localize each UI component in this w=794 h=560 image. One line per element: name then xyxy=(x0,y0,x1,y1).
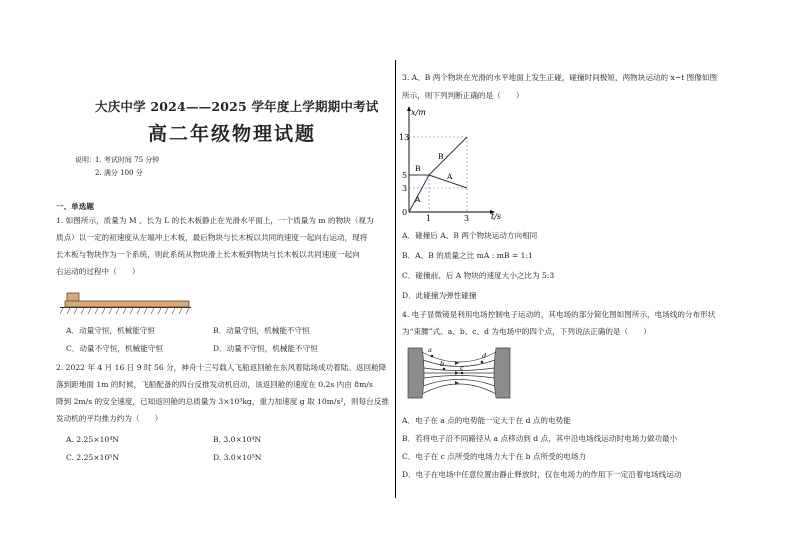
xt-graph xyxy=(397,105,507,222)
point-b-label: b xyxy=(440,360,445,368)
y-tick: 5 xyxy=(402,171,408,180)
q2-line: 落到距地面 1m 的时候，飞船配备的四台反推发动机启动，该返回舱的速度在 0.2s 内由 8m/s xyxy=(56,380,373,389)
label-b-after: B xyxy=(438,152,444,161)
q1-line: 1. 如图所示，质量为 M 、长为 L 的长木板静止在光滑水平面上，一个质量为 m 的物块（视为 xyxy=(56,216,374,225)
q4-line: 为“束腰”式。a、b、c、d 为电场中的四个点，下列说法正确的是（ ） xyxy=(402,327,651,336)
x-tick: 3 xyxy=(464,214,470,222)
point-d-label: d xyxy=(482,352,487,360)
board-block-figure xyxy=(60,288,192,316)
electric-field-figure xyxy=(404,342,514,404)
q2-line: 降到 2m/s 的安全速度，已知返回舱的总质量为 3×10³kg，重力加速度 g 取 10m/s²，则每台反推 xyxy=(56,397,389,406)
left-electrode xyxy=(408,348,424,398)
column-divider xyxy=(395,60,396,498)
q2-line: 发动机的平均推力约为（ ） xyxy=(56,414,163,423)
q2-option-b[interactable]: B. 3.0×10⁴N xyxy=(213,435,262,444)
q3-option-d[interactable]: D．此碰撞为弹性碰撞 xyxy=(402,291,477,300)
board xyxy=(65,301,189,307)
q3-option-b[interactable]: B．A、B 的质量之比 mA : mB = 1:1 xyxy=(402,251,533,260)
exam-title: 高二年级物理试题 xyxy=(148,123,317,145)
note-item: 2. 满分 100 分 xyxy=(95,169,143,177)
label-b-before: B xyxy=(415,164,421,173)
q4-line: 4. 电子显微镜是利用电场控制电子运动的，其电场的部分简化图如图所示，电场线的分布形状 xyxy=(402,310,716,319)
school-title: 大庆中学 2024——2025 学年度上学期期中考试 xyxy=(95,99,379,114)
q1-line: 长木板与物块作为一个系统，则此系统从物块滑上长木板到物块与长木板以共同速度一起向 xyxy=(56,250,360,259)
q2-option-a[interactable]: A. 2.25×10⁴N xyxy=(66,435,119,444)
q1-option-a[interactable]: A．动量守恒，机械能守恒 xyxy=(66,326,156,335)
q4-option-d[interactable]: D．电子在电场中任意位置由静止释放时，仅在电场力的作用下一定沿着电场线运动 xyxy=(402,470,682,479)
y-tick: 3 xyxy=(402,184,408,193)
y-tick: 0 xyxy=(402,208,408,217)
q1-line: 右运动的过程中（ ） xyxy=(56,267,140,276)
x-tick: 1 xyxy=(426,214,432,222)
line-a-before xyxy=(409,175,429,212)
point-a-label: a xyxy=(428,346,432,354)
note-item: 1. 考试时间 75 分钟 xyxy=(95,156,160,164)
q4-option-b[interactable]: B．若将电子沿不同路径从 a 点移动到 d 点，其中沿电场线运动时电场力做功最小 xyxy=(402,434,678,443)
line-b-after xyxy=(429,137,467,175)
q2-line: 2. 2022 年 4 月 16 日 9 时 56 分，神舟十三号载人飞船返回舱在东风着陆场成功着陆。返回舱降 xyxy=(56,363,387,372)
q1-option-d[interactable]: D．动量不守恒，机械能不守恒 xyxy=(213,344,318,353)
q1-option-b[interactable]: B．动量守恒，机械能不守恒 xyxy=(213,326,310,335)
label-a-before: A xyxy=(415,195,421,204)
q4-option-c[interactable]: C．电子在 c 点所受的电场力大于在 b 点所受的电场力 xyxy=(402,452,587,461)
right-electrode xyxy=(494,348,510,398)
q2-option-c[interactable]: C. 2.25×10⁵N xyxy=(66,453,119,462)
q4-option-a[interactable]: A．电子在 a 点的电势能一定大于在 d 点的电势能 xyxy=(402,416,571,425)
q3-line: 所示，则下列判断正确的是（ ） xyxy=(402,91,524,100)
q1-line: 质点）以一定的初速度从左端冲上木板，最后物块与长木板以共同的速度一起向右运动，现将 xyxy=(56,233,368,242)
section-heading: 一、单选题 xyxy=(56,202,94,211)
y-axis-label: x/m xyxy=(411,108,426,117)
notes-label: 说明： xyxy=(75,156,96,164)
q3-option-a[interactable]: A．碰撞后 A、B 两个物块运动方向相同 xyxy=(402,231,538,240)
y-tick: 13 xyxy=(399,133,410,142)
q3-option-c[interactable]: C．碰撞前、后 A 物块的速度大小之比为 5:3 xyxy=(402,271,555,280)
q3-line: 3. A、B 两个物块在光滑的水平地面上发生正碰，碰撞时间极短，两物块运动的 x−t 图像如图 xyxy=(402,73,718,82)
block xyxy=(67,293,79,301)
q1-option-c[interactable]: C．动量不守恒，机械能守恒 xyxy=(66,344,163,353)
q2-option-d[interactable]: D. 3.0×10⁵N xyxy=(213,453,262,462)
label-a-after: A xyxy=(447,172,453,181)
x-axis-label: t/s xyxy=(491,212,502,221)
point-c-label: c xyxy=(460,364,464,372)
